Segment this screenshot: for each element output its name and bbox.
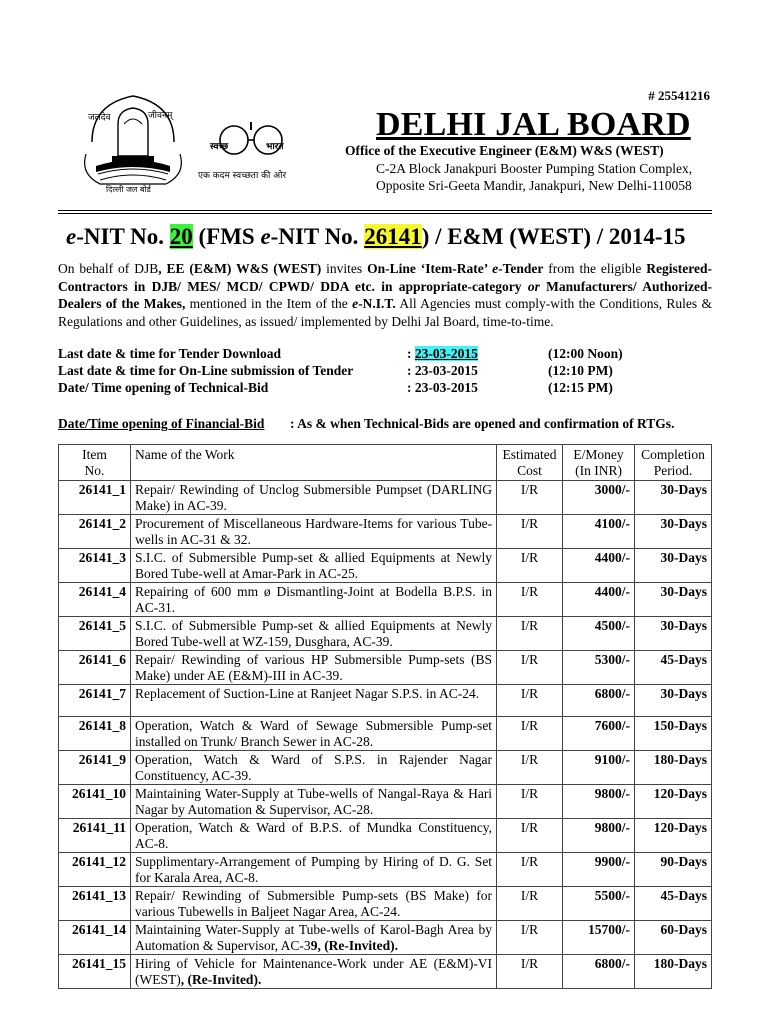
estimated-cost-cell: I/R <box>497 651 563 685</box>
estimated-cost-cell: I/R <box>497 819 563 853</box>
item-no-cell: 26141_6 <box>59 651 131 685</box>
completion-period-cell: 30-Days <box>635 617 712 651</box>
item-no-cell: 26141_5 <box>59 617 131 651</box>
completion-period-cell: 180-Days <box>635 955 712 989</box>
emoney-cell: 5300/- <box>563 651 635 685</box>
item-no-cell: 26141_8 <box>59 717 131 751</box>
item-no-cell: 26141_11 <box>59 819 131 853</box>
table-row <box>59 785 712 819</box>
work-name-cell: Repairing of 600 mm ø Dismantling-Joint at Bodella B.P.S. in AC-31. <box>130 583 496 617</box>
table-row <box>59 617 712 651</box>
estimated-cost-cell: I/R <box>497 549 563 583</box>
re-invited-note: 9, (Re-Invited). <box>310 937 399 953</box>
works-table <box>58 444 712 989</box>
table-row <box>59 685 712 717</box>
estimated-cost-cell: I/R <box>497 955 563 989</box>
item-no-cell: 26141_1 <box>59 481 131 515</box>
item-no-cell: 26141_2 <box>59 515 131 549</box>
emoney-cell: 4100/- <box>563 515 635 549</box>
table-row <box>59 717 712 751</box>
emoney-cell: 6800/- <box>563 685 635 717</box>
emoney-cell: 15700/- <box>563 921 635 955</box>
completion-period-cell: 60-Days <box>635 921 712 955</box>
emoney-cell: 9800/- <box>563 785 635 819</box>
work-name-cell: Replacement of Suction-Line at Ranjeet Nagar S.P.S. in AC-24. <box>130 685 496 717</box>
table-row <box>59 921 712 955</box>
office-name: Office of the Executive Engineer (E&M) W&S (WEST) <box>345 143 664 158</box>
work-name-cell: Maintaining Water-Supply at Tube-wells of Nangal-Raya & Hari Nagar by Automation & Supervisor, AC-28. <box>130 785 496 819</box>
intro-paragraph: On behalf of DJB, EE (E&M) W&S (WEST) invites On-Line ‘Item-Rate’ e-Tender from the eligible Registered-Contractors in DJB/ MES/ MCD/ CPWD/ DDA etc. in appropriate-category or Manufacturers/ Authorized-Dealers of the Makes, mentioned in the Item of the e-N.I.T. All Agencies must comply-with the Conditions, Rules & Regulations and other Guidelines, as issued/ implemented by Delhi Jal Board, time-to-time. <box>58 261 712 329</box>
completion-period-cell: 30-Days <box>635 685 712 717</box>
emoney-cell: 9900/- <box>563 853 635 887</box>
work-name-cell: Repair/ Rewinding of various HP Submersible Pump-sets (BS Make) under AE (E&M)-III in AC-39. <box>130 651 496 685</box>
work-name-cell: Operation, Watch & Ward of Sewage Submersible Pump-set installed on Trunk/ Branch Sewer in AC-28. <box>130 717 496 751</box>
emoney-cell: 4500/- <box>563 617 635 651</box>
estimated-cost-cell: I/R <box>497 515 563 549</box>
item-no-cell: 26141_4 <box>59 583 131 617</box>
swachh-bharat-logo-icon <box>196 118 308 184</box>
estimated-cost-cell: I/R <box>497 717 563 751</box>
download-date-highlight: 23-03-2015 <box>414 346 478 361</box>
delhi-jal-board-logo-icon <box>78 84 188 196</box>
work-name-cell: S.I.C. of Submersible Pump-set & allied Equipments at Newly Bored Tube-well at WZ-159, Dusghara, AC-39. <box>130 617 496 651</box>
table-row <box>59 481 712 515</box>
item-no-cell: 26141_9 <box>59 751 131 785</box>
completion-period-cell: 120-Days <box>635 819 712 853</box>
table-row <box>59 515 712 549</box>
item-no-cell: 26141_15 <box>59 955 131 989</box>
svg-text:जलदेव: जलदेव <box>88 113 111 123</box>
estimated-cost-cell: I/R <box>497 921 563 955</box>
table-row <box>59 583 712 617</box>
header-item-no: Item No. <box>59 445 131 481</box>
estimated-cost-cell: I/R <box>497 685 563 717</box>
reference-number: # 25541216 <box>648 88 710 103</box>
completion-period-cell: 45-Days <box>635 887 712 921</box>
completion-period-cell: 30-Days <box>635 549 712 583</box>
completion-period-cell: 120-Days <box>635 785 712 819</box>
emoney-cell: 6800/- <box>563 955 635 989</box>
work-name-cell: Operation, Watch & Ward of B.P.S. of Mundka Constituency, AC-8. <box>130 819 496 853</box>
estimated-cost-cell: I/R <box>497 853 563 887</box>
header-completion-period: Completion Period. <box>635 445 712 481</box>
svg-text:जीवनम्: जीवनम् <box>148 111 173 121</box>
work-name-cell: Repair/ Rewinding of Submersible Pump-sets (BS Make) for various Tubewells in Baljeet Nagar Area, AC-24. <box>130 887 496 921</box>
estimated-cost-cell: I/R <box>497 887 563 921</box>
svg-text:भारत: भारत <box>266 142 284 152</box>
work-name-cell: Procurement of Miscellaneous Hardware-Items for various Tube-wells in AC-31 & 32. <box>130 515 496 549</box>
work-name-cell: Maintaining Water-Supply at Tube-wells of Karol-Bagh Area by Automation & Supervisor, AC-39, (Re-Invited). <box>130 921 496 955</box>
emoney-cell: 5500/- <box>563 887 635 921</box>
address-line-2: Opposite Sri-Geeta Mandir, Janakpuri, New Delhi-110058 <box>376 178 692 193</box>
header-emoney: E/Money (In INR) <box>563 445 635 481</box>
emoney-cell: 9800/- <box>563 819 635 853</box>
table-row <box>59 751 712 785</box>
svg-text:दिल्ली जल बोर्ड: दिल्ली जल बोर्ड <box>106 185 151 194</box>
item-no-cell: 26141_3 <box>59 549 131 583</box>
emoney-cell: 4400/- <box>563 583 635 617</box>
completion-period-cell: 180-Days <box>635 751 712 785</box>
completion-period-cell: 45-Days <box>635 651 712 685</box>
address-line-1: C-2A Block Janakpuri Booster Pumping Station Complex, <box>376 161 693 176</box>
tender-notice-page: जलदेव जीवनम् दिल्ली जल बोर्ड स्वच्छ भारत एक कदम स्वच्छता की ओर # 25541216 DELHI JAL BOARD Office of the Executive Engineer (E&M) W&S (WEST) C-2A Block Janakpuri Booster Pumping Station Complex, Opposite Sri-Geeta Mandir, Janakpuri, New Delhi-110058 e-NIT No. 20 (FMS e-NIT No. 26141) / E&M (WEST) / 2014-15 On behalf of DJB, EE (E&M) W&S (WEST) invites On-Line ‘Item-Rate’ e-Tender from the eligible Registered-Contractors in DJB/ MES/ MCD/ CPWD/ DDA etc. in appropriate-category or Manufacturers/ Authorized-Dealers of the Makes, mentioned in the Item of the e-N.I.T. All Agencies must comply-with the Conditions, Rules & Regulations and other Guidelines, as issued/ implemented by Delhi Jal Board, time-to-time. Last date & time for Tender Download : 23-03-2015 (12:00 Noon) Last date & time for On-Line submission of Tender : 23-03-2015 (12:10 PM) Date/ Time opening of Technical-Bid : 23-03-2015 (12:15 PM) Date/Time opening of Financial-Bid : As & when Technical-Bids are opened and confirmation of RTGs. Item No. Name of the Work Estimated Cost E/Money (In INR) Completion Period. 26141_1 Repair/ Rewinding of Unclog Submersible Pumpset (DARLING Make) in AC-39. I/R 3000/- 30-Days 26141_2 Procurement of Miscellaneous Hardware-Items for various Tube-wells in AC-31 & 32. I/R 4100/- 30-Days 26141_3 S.I.C. of Submersible Pump-set & allied Equipments at Newly Bored Tube-well at Amar-Park in AC-25. I/R 4400/- 30-Days 26141_4 Repairing of 600 mm ø Dismantling-Joint at Bodella B.P.S. in AC-31. I/R 4400/- 30-Days 26141_5 S.I.C. of Submersible Pump-set & allied Equipments at Newly Bored Tube-well at WZ-159, Dusghara, AC-39. I/R 4500/- 30-Days 26141_6 Repair/ Rewinding of various HP Submersible Pump-sets (BS Make) under AE (E&M)-III in AC-39. I/R 5300/- 45-Days 26141_7 Replacement of Suction-Line at Ranjeet Nagar S.P.S. in AC-24. I/R 6800/- 30-Days 26141_8 Operation, Watch & Ward of Sewage Submersible Pump-set installed on Trunk/ Branch Sewer in AC-28. I/R 7600/- 150-Days 26141_9 Operation, Watch & Ward of S.P.S. in Rajender Nagar Constituency, AC-39. I/R 9100/- 180-Days 26141_10 Maintaining Water-Supply at Tube-wells of Nangal-Raya & Hari Nagar by Automation & Supervisor, AC-28. I/R 9800/- 120-Days 26141_11 Operation, Watch & Ward of B.P.S. of Mundka Constituency, AC-8. I/R 9800/- 120-Days 26141_12 Supplimentary-Arrangement of Pumping by Hiring of D. G. Set for Karala Area, AC-8. I/R 9900/- 90-Days 26141_13 Repair/ Rewinding of Submersible Pump-sets (BS Make) for various Tubewells in Baljeet Nagar Area, AC-24. I/R 5500/- 45-Days 26141_14 Maintaining Water-Supply at Tube-wells of Karol-Bagh Area by Automation & Supervisor, AC-39, (Re-Invited). I/R 15700/- 60-Days 26141_15 Hiring of Vehicle for Maintenance-Work under AE (E&M)-VI (WEST), (Re-Invited). I/R 6800/- 180-Days <box>0 0 770 1024</box>
completion-period-cell: 30-Days <box>635 583 712 617</box>
work-name-cell: Repair/ Rewinding of Unclog Submersible Pumpset (DARLING Make) in AC-39. <box>130 481 496 515</box>
header-name-of-work: Name of the Work <box>130 445 496 481</box>
completion-period-cell: 90-Days <box>635 853 712 887</box>
financial-bid-line: Date/Time opening of Financial-Bid : As & when Technical-Bids are opened and confirmation of RTGs. <box>58 416 675 431</box>
estimated-cost-cell: I/R <box>497 481 563 515</box>
completion-period-cell: 30-Days <box>635 481 712 515</box>
table-row <box>59 955 712 989</box>
header-estimated-cost: Estimated Cost <box>497 445 563 481</box>
table-header-row <box>59 445 712 481</box>
completion-period-cell: 150-Days <box>635 717 712 751</box>
item-no-cell: 26141_10 <box>59 785 131 819</box>
svg-text:स्वच्छ: स्वच्छ <box>210 142 229 152</box>
emoney-cell: 3000/- <box>563 481 635 515</box>
table-row <box>59 819 712 853</box>
estimated-cost-cell: I/R <box>497 751 563 785</box>
work-name-cell: Operation, Watch & Ward of S.P.S. in Rajender Nagar Constituency, AC-39. <box>130 751 496 785</box>
table-row <box>59 853 712 887</box>
re-invited-note: , (Re-Invited). <box>180 971 262 987</box>
estimated-cost-cell: I/R <box>497 785 563 819</box>
emoney-cell: 9100/- <box>563 751 635 785</box>
completion-period-cell: 30-Days <box>635 515 712 549</box>
emoney-cell: 7600/- <box>563 717 635 751</box>
table-row <box>59 549 712 583</box>
estimated-cost-cell: I/R <box>497 583 563 617</box>
item-no-cell: 26141_12 <box>59 853 131 887</box>
table-row <box>59 887 712 921</box>
fms-number-highlight: 26141 <box>364 224 422 249</box>
item-no-cell: 26141_7 <box>59 685 131 717</box>
estimated-cost-cell: I/R <box>497 617 563 651</box>
work-name-cell: Hiring of Vehicle for Maintenance-Work under AE (E&M)-VI (WEST), (Re-Invited). <box>130 955 496 989</box>
work-name-cell: S.I.C. of Submersible Pump-set & allied Equipments at Newly Bored Tube-well at Amar-Park in AC-25. <box>130 549 496 583</box>
emoney-cell: 4400/- <box>563 549 635 583</box>
item-no-cell: 26141_14 <box>59 921 131 955</box>
nit-number-highlight: 20 <box>169 224 193 249</box>
svg-text:एक कदम स्वच्छता की ओर: एक कदम स्वच्छता की ओर <box>198 171 287 181</box>
item-no-cell: 26141_13 <box>59 887 131 921</box>
header-divider <box>58 210 712 211</box>
table-row <box>59 651 712 685</box>
organization-title: DELHI JAL BOARD <box>376 106 691 143</box>
header-divider-thin <box>58 213 712 214</box>
work-name-cell: Supplimentary-Arrangement of Pumping by Hiring of D. G. Set for Karala Area, AC-8. <box>130 853 496 887</box>
nit-heading: e-NIT No. 20 (FMS e-NIT No. 26141) / E&M (WEST) / 2014-15 <box>66 224 686 249</box>
